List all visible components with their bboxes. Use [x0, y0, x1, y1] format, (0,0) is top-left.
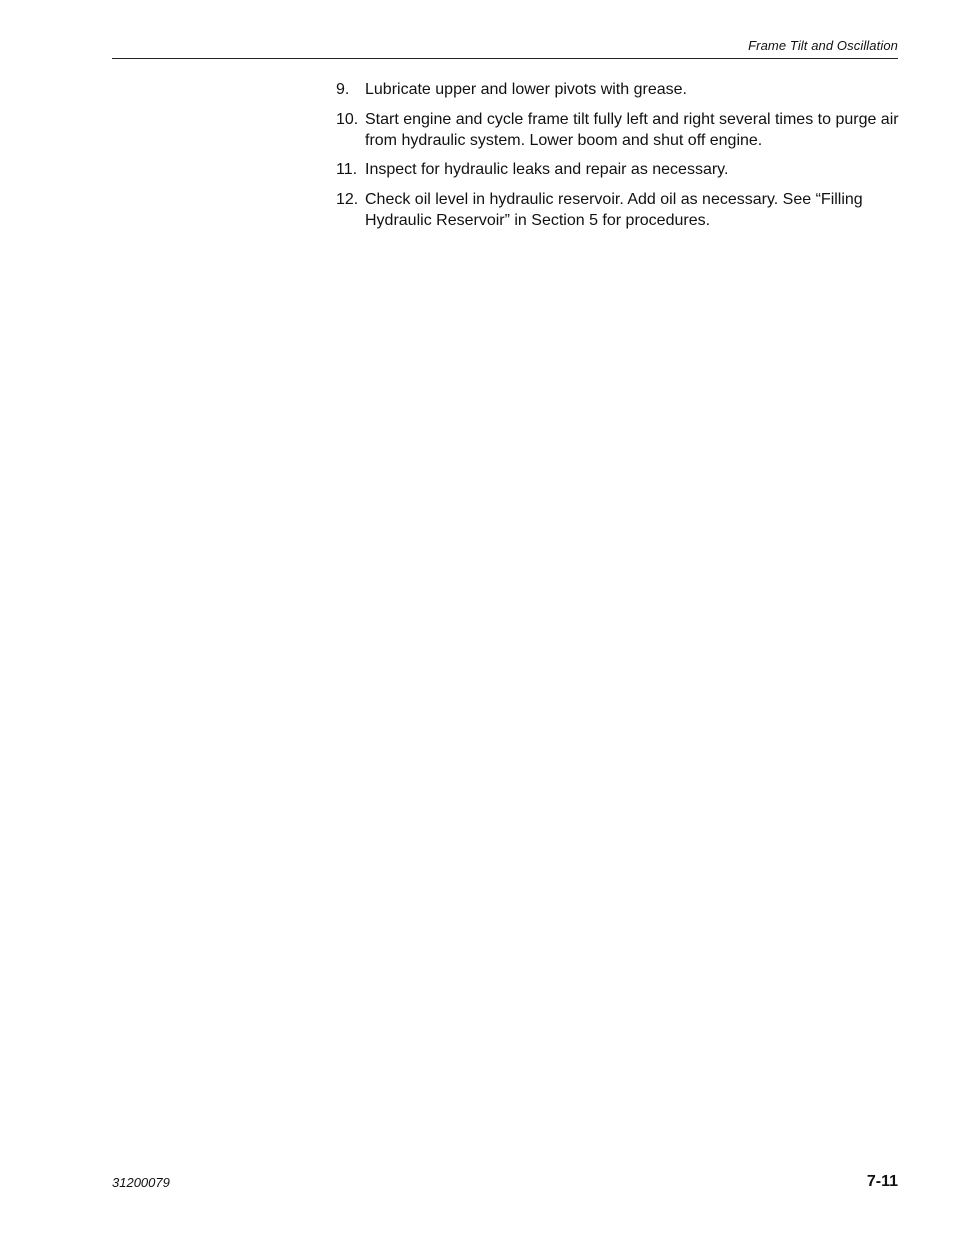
- step-item: [336, 159, 900, 180]
- step-item: [336, 189, 900, 231]
- step-text: Check oil level in hydraulic reservoir. Add oil as necessary. See “Filling Hydraulic Reservoir” in Section 5 for procedures.: [365, 190, 863, 229]
- step-text: Start engine and cycle frame tilt fully left and right several times to purge air from hydraulic system. Lower boom and shut off engine.: [365, 110, 899, 149]
- step-number: 12.: [336, 190, 359, 208]
- step-text: Lubricate upper and lower pivots with grease.: [365, 81, 687, 98]
- step-number: 10.: [336, 110, 359, 128]
- procedure-steps: [336, 79, 900, 239]
- section-title: Frame Tilt and Oscillation: [748, 38, 898, 53]
- step-text: Inspect for hydraulic leaks and repair as necessary.: [365, 161, 729, 178]
- step-number: 11.: [336, 161, 358, 178]
- document-number: 31200079: [112, 1175, 170, 1190]
- page-number: 7-11: [866, 1173, 898, 1190]
- page-header: [112, 36, 898, 59]
- step-number: 9.: [336, 81, 350, 98]
- step-item: [336, 79, 900, 100]
- step-item: [336, 109, 900, 151]
